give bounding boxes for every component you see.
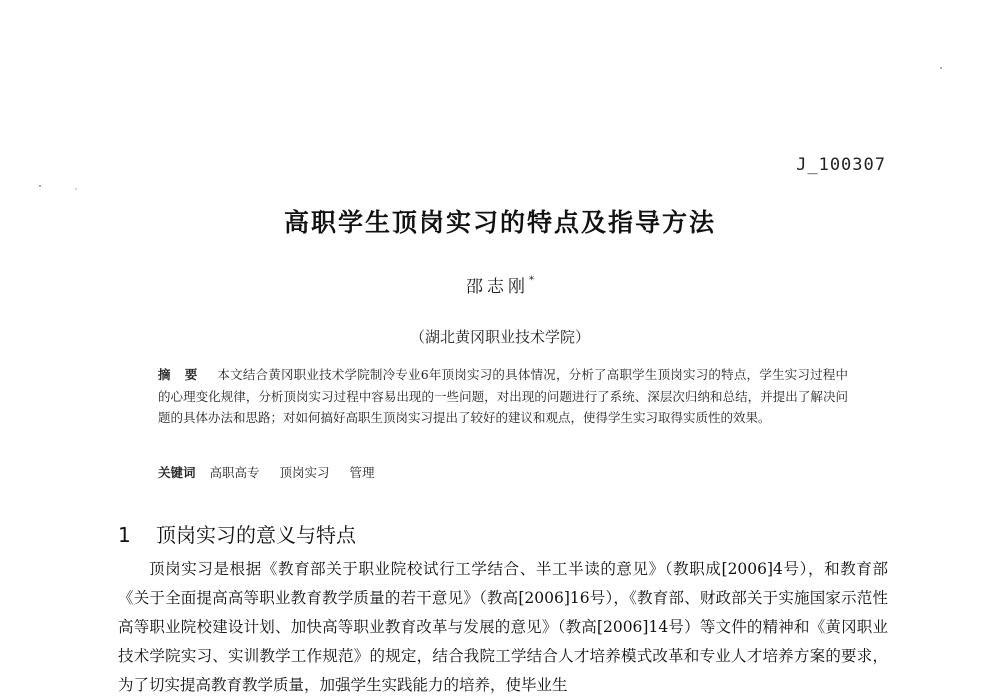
scan-speck [940,67,942,69]
author-footnote-mark: * [529,275,534,286]
author-affiliation: （湖北黄冈职业技术学院） [409,328,590,346]
keyword-item: 管理 [349,465,375,480]
section-heading [118,519,356,548]
section-number: 1 [118,523,131,547]
document-id: J_100307 [796,155,886,175]
keyword-item: 顶岗实习 [279,465,330,480]
section-title: 顶岗实习的意义与特点 [156,523,356,547]
keyword-item: 高职高专 [209,465,260,480]
body-paragraph: 顶岗实习是根据《教育部关于职业院校试行工学结合、半工半读的意见》（教职成[2006]4号），和教育部《关于全面提高高等职业教育教学质量的若干意见》（教高[2006]16号），《教育部、财政部关于实施国家示范性高等职业院校建设计划、加快高等职业教育改革与发展的意见》（教高[2006]14号）等文件的精神和《黄冈职业技术学院实习、实训教学工作规范》的规定，结合我院工学结合人才培养模式改革和专业人才培养方案的要求，为了切实提高教育教学质量，加强学生实践能力的培养，使毕业生 [118,560,888,694]
author-line [0,272,1000,297]
paper-title: 高职学生顶岗实习的特点及指导方法 [283,208,716,237]
scan-speck [75,188,77,190]
abstract [158,364,848,429]
scan-speck [39,185,41,187]
keywords-label: 关键词 [158,465,196,480]
author-name: 邵志刚 [466,277,529,297]
abstract-label: 摘要 [158,367,212,382]
abstract-text: 本文结合黄冈职业技术学院制冷专业6年顶岗实习的具体情况，分析了高职学生顶岗实习的特点，学生实习过程中的心理变化规律，分析顶岗实习过程中容易出现的一些问题，对出现的问题进行了系统、深层次归纳和总结，并提出了解决问题的具体办法和思路；对如何搞好高职生顶岗实习提出了较好的建议和观点，使得学生实习取得实质性的效果。 [158,367,848,425]
keywords [158,463,391,481]
